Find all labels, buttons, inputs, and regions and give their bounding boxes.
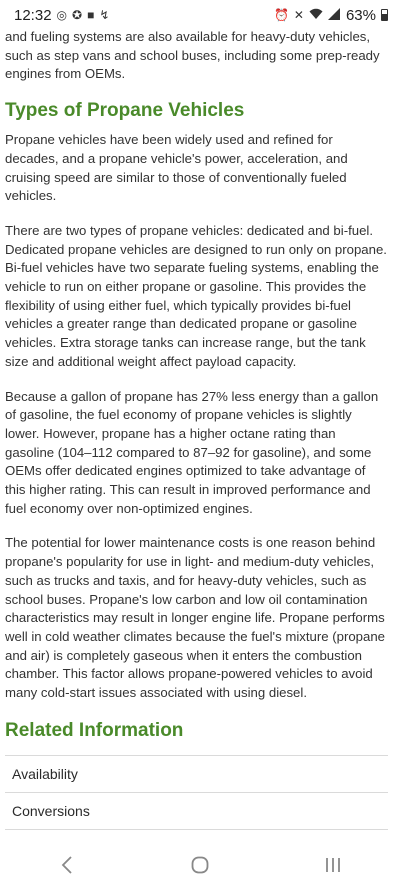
- settings-icon: ✪: [72, 8, 83, 22]
- clock: 12:32: [14, 6, 52, 24]
- related-list: [5, 755, 388, 848]
- status-right: [274, 7, 388, 24]
- status-bar: [0, 0, 400, 30]
- notification-icon: ◎: [56, 8, 68, 22]
- paragraph: There are two types of propane vehicles: dedicated and bi-fuel. Dedicated propane vehicles are designed to run only on propane. Bi-fuel vehicles have two separate fueling systems, enabling the vehicle to run on either propane or gasoline. This provides the flexibility of using either fuel, which typically provides bi-fuel vehicles a greater range than dedicated propane or gasoline vehicles. Extra storage tanks can increase range, but the tank size and additional weight affect payload capacity.: [5, 222, 387, 369]
- section-heading: Types of Propane Vehicles: [5, 100, 245, 122]
- related-link-availability[interactable]: Availability: [5, 755, 388, 792]
- related-heading: Related Information: [5, 719, 184, 741]
- navigation-bar: [0, 841, 400, 889]
- battery-icon: [381, 9, 388, 21]
- back-button[interactable]: [37, 845, 97, 885]
- paragraph: Because a gallon of propane has 27% less energy than a gallon of gasoline, the fuel economy of propane vehicles is slightly lower. However, propane has a higher octane rating than gasoline (104–112 compared to 87–92 for gasoline), and some OEMs offer dedicated engines optimized to take advantage of this higher rating. This can result in improved performance and fuel economy over non-optimized engines.: [5, 388, 379, 516]
- home-button[interactable]: [170, 845, 230, 885]
- intro-paragraph: and fueling systems are also available for heavy-duty vehicles, such as step vans and school buses, including some prep-ready engines from OEMs.: [5, 29, 380, 82]
- recents-icon: [324, 856, 342, 874]
- gallery-icon: ■: [87, 8, 95, 22]
- battery-percent: 63%: [345, 6, 376, 24]
- signal-icon: [328, 8, 341, 22]
- chevron-left-icon: [60, 855, 74, 875]
- recents-button[interactable]: [303, 845, 363, 885]
- home-circle-icon: [190, 855, 210, 875]
- status-left: [14, 7, 109, 24]
- paragraph: Propane vehicles have been widely used and refined for decades, and a propane vehicle's power, acceleration, and cruising speed are similar to those of conventionally fueled vehicles.: [5, 132, 348, 204]
- mute-icon: ✕: [293, 8, 304, 22]
- wifi-icon: [309, 8, 323, 22]
- alarm-icon: ⏰: [273, 8, 289, 22]
- paragraph: The potential for lower maintenance costs is one reason behind propane's popularity for use in light- and medium-duty vehicles, such as trucks and taxis, and for heavy-duty vehicles, such as school buses. Propane's low carbon and low oil contamination characteristics may result in longer engine life. Propane performs well in cold weather climates because the fuel's mixture (propane and air) is completely gaseous when it enters the combustion chamber. This factor allows propane-powered vehicles to avoid many cold-start issues associated with using diesel.: [5, 535, 386, 701]
- article-content: [0, 28, 400, 848]
- related-link-conversions[interactable]: Conversions: [5, 792, 388, 829]
- missed-call-icon: ↯: [99, 8, 110, 22]
